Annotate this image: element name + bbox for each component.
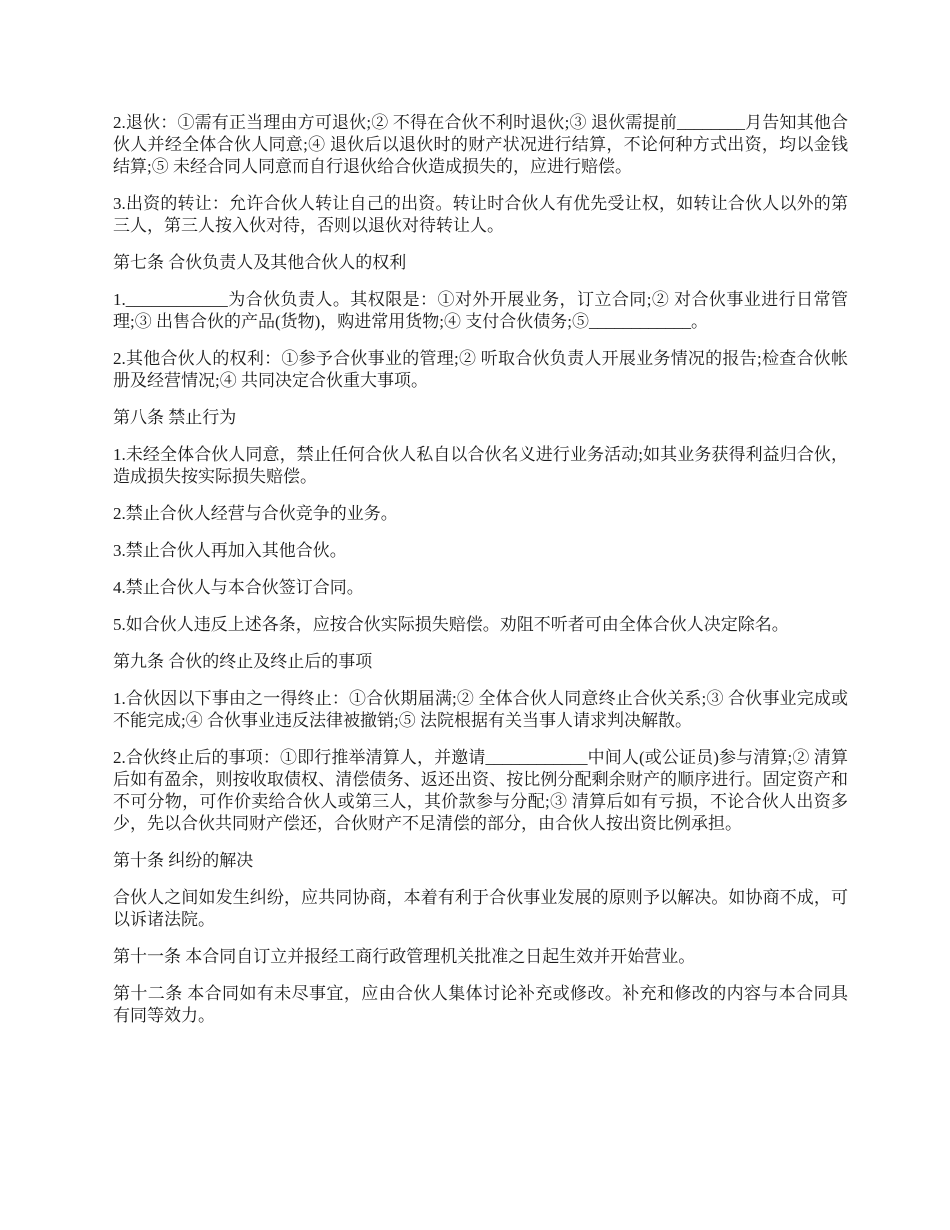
clause-dispute-resolution: 合伙人之间如发生纠纷，应共同协商，本着有利于合伙事业发展的原则予以解决。如协商不成，可以诉诸法院。	[113, 888, 848, 929]
clause-capital-transfer: 3.出资的转让：允许合伙人转让自己的出资。转让时合伙人有优先受让权，如转让合伙人以外的第三人，第三人按入伙对待，否则以退伙对待转让人。	[113, 194, 848, 235]
document-page	[113, 112, 848, 1042]
clause-partner-rights: 2.其他合伙人的权利：①参予合伙事业的管理;② 听取合伙负责人开展业务情况的报告;检查合伙帐册及经营情况;④ 共同决定合伙重大事项。	[113, 349, 848, 390]
article-10-heading: 第十条 纠纷的解决	[113, 851, 254, 870]
article-9-heading: 第九条 合伙的终止及终止后的事项	[113, 652, 373, 671]
clause-prohibited-4: 4.禁止合伙人与本合伙签订合同。	[113, 578, 364, 597]
article-12: 第十二条 本合同如有未尽事宜，应由合伙人集体讨论补充或修改。补充和修改的内容与本合同具有同等效力。	[113, 984, 848, 1025]
clause-withdrawal: 2.退伙：①需有正当理由方可退伙;② 不得在合伙不利时退伙;③ 退伙需提前________月告知其他合伙人并经全体合伙人同意;④ 退伙后以退伙时的财产状况进行结算，不论何种方式出资，均以金钱结算;⑤ 未经合同人同意而自行退伙给合伙造成损失的，应进行赔偿。	[113, 113, 848, 176]
article-7-heading: 第七条 合伙负责人及其他合伙人的权利	[113, 253, 407, 272]
clause-prohibited-1: 1.未经全体合伙人同意，禁止任何合伙人私自以合伙名义进行业务活动;如其业务获得利益归合伙，造成损失按实际损失赔偿。	[113, 445, 848, 486]
article-8-heading: 第八条 禁止行为	[113, 408, 237, 427]
clause-prohibited-3: 3.禁止合伙人再加入其他合伙。	[113, 541, 347, 560]
clause-termination-causes: 1.合伙因以下事由之一得终止：①合伙期届满;② 全体合伙人同意终止合伙关系;③ 合伙事业完成或不能完成;④ 合伙事业违反法律被撤销;⑤ 法院根据有关当事人请求判决解散。	[113, 689, 848, 730]
clause-post-termination: 2.合伙终止后的事项：①即行推举清算人，并邀请____________中间人(或公证员)参与清算;② 清算后如有盈余，则按收取债权、清偿债务、返还出资、按比例分配剩余财产的顺序进行。固定资产和不可分物，可作价卖给合伙人或第三人，其价款参与分配;③ 清算后如有亏损，不论合伙人出资多少，先以合伙共同财产偿还，合伙财产不足清偿的部分，由合伙人按出资比例承担。	[113, 748, 848, 833]
clause-prohibited-5: 5.如合伙人违反上述各条，应按合伙实际损失赔偿。劝阻不听者可由全体合伙人决定除名。	[113, 615, 789, 634]
clause-manager-authority: 1.____________为合伙负责人。其权限是：①对外开展业务，订立合同;② 对合伙事业进行日常管理;③ 出售合伙的产品(货物)，购进常用货物;④ 支付合伙债务;⑤____________。	[113, 290, 848, 331]
clause-prohibited-2: 2.禁止合伙人经营与合伙竞争的业务。	[113, 504, 398, 523]
article-11: 第十一条 本合同自订立并报经工商行政管理机关批准之日起生效并开始营业。	[113, 947, 696, 966]
